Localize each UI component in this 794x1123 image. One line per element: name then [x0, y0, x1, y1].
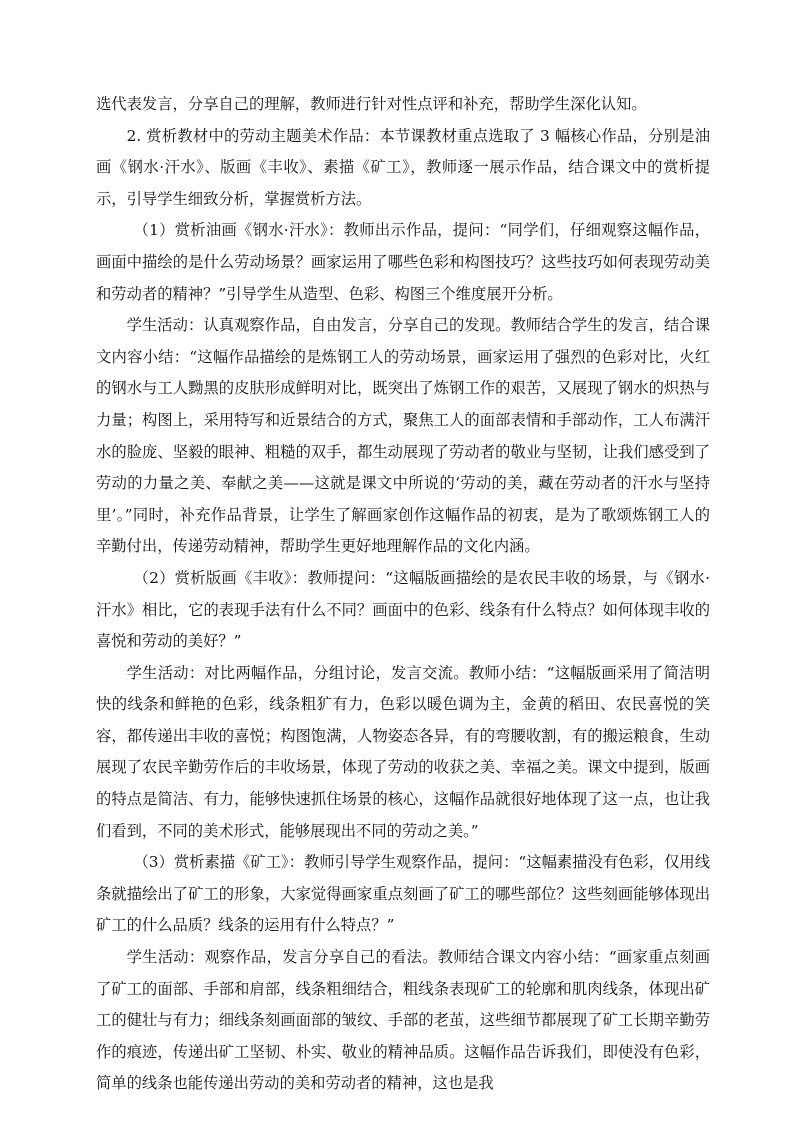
- paragraph-item-1-activity: 学生活动：认真观察作品，自由发言，分享自己的发现。教师结合学生的发言，结合课文内容小结：“这幅作品描绘的是炼钢工人的劳动场景，画家运用了强烈的色彩对比，火红的钢水与工人黝黑的皮肤形成鲜明对比，既突出了炼钢工作的艰苦，又展现了钢水的炽热与力量；构图上，采用特写和近景结合的方式，聚焦工人的面部表情和手部动作，工人布满汗水的脸庞、坚毅的眼神、粗糙的双手，都生动展现了劳动者的敬业与坚韧，让我们感受到了劳动的力量之美、奉献之美——这就是课文中所说的‘劳动的美，藏在劳动者的汗水与坚持里’。”同时，补充作品背景，让学生了解画家创作这幅作品的初衷，是为了歌颂炼钢工人的辛勤付出，传递劳动精神，帮助学生更好地理解作品的文化内涵。: [96, 316, 710, 556]
- paragraph-item-2-activity: 学生活动：对比两幅作品，分组讨论，发言交流。教师小结：“这幅版画采用了简洁明快的线条和鲜艳的色彩，线条粗犷有力，色彩以暖色调为主，金黄的稻田、农民喜悦的笑容，都传递出丰收的喜悦；构图饱满，人物姿态各异，有的弯腰收割，有的搬运粮食，生动展现了农民辛勤劳作后的丰收场景，体现了劳动的收获之美、幸福之美。课文中提到，版画的特点是简洁、有力，能够快速抓住场景的核心，这幅作品就很好地体现了这一点，也让我们看到，不同的美术形式，能够展现出不同的劳动之美。”: [96, 663, 710, 840]
- document-body: [96, 89, 710, 1100]
- paragraph-continuation: 选代表发言，分享自己的理解，教师进行针对性点评和补充，帮助学生深化认知。: [96, 95, 647, 113]
- paragraph-item-3-question: （3）赏析素描《矿工》：教师引导学生观察作品，提问：“这幅素描没有色彩，仅用线条就描绘出了矿工的形象，大家觉得画家重点刻画了矿工的哪些部位？这些刻画能够体现出矿工的什么品质？线条的运用有什么特点？”: [96, 853, 710, 935]
- paragraph-item-1-question: （1）赏析油画《钢水·汗水》：教师出示作品，提问：“同学们，仔细观察这幅作品，画面中描绘的是什么劳动场景？画家运用了哪些色彩和构图技巧？这些技巧如何表现劳动美和劳动者的精神？”引导学生从造型、色彩、构图三个维度展开分析。: [96, 221, 710, 303]
- paragraph-item-3-activity: 学生活动：观察作品，发言分享自己的看法。教师结合课文内容小结：“画家重点刻画了矿工的面部、手部和肩部，线条粗细结合，粗线条表现矿工的轮廓和肌肉线条，体现出矿工的健壮与有力；细线条刻画面部的皱纹、手部的老茧，这些细节都展现了矿工长期辛勤劳作的痕迹，传递出矿工坚韧、朴实、敬业的精神品质。这幅作品告诉我们，即使没有色彩，简单的线条也能传递出劳动的美和劳动者的精神，这也是我: [96, 948, 710, 1093]
- paragraph-section-2: 2. 赏析教材中的劳动主题美术作品：本节课教材重点选取了 3 幅核心作品，分别是油画《钢水·汗水》、版画《丰收》、素描《矿工》，教师逐一展示作品，结合课文中的赏析提示，引导学生细致分析，掌握赏析方法。: [96, 126, 710, 208]
- paragraph-item-2-question: （2）赏析版画《丰收》：教师提问：“这幅版画描绘的是农民丰收的场景，与《钢水·汗水》相比，它的表现手法有什么不同？画面中的色彩、线条有什么特点？如何体现丰收的喜悦和劳动的美好？”: [96, 568, 710, 651]
